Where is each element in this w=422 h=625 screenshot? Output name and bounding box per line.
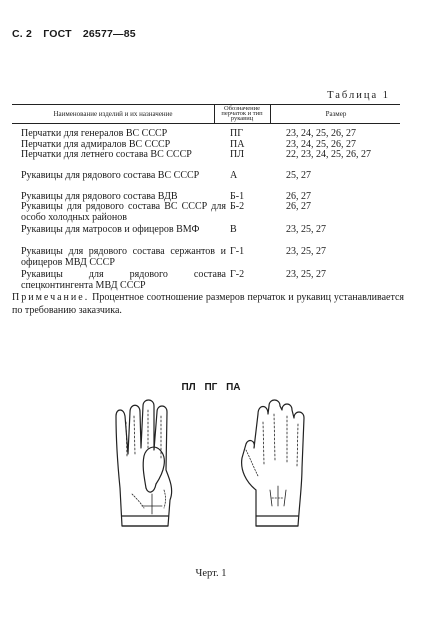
table-col-divider-2	[270, 104, 271, 123]
row-code: ПЛ	[230, 149, 245, 160]
row-code: В	[230, 224, 237, 235]
figure-code: ПА	[226, 382, 241, 393]
standard-number: 26577—85	[82, 28, 136, 40]
row-sizes: 23, 25, 27	[286, 269, 326, 280]
note-text: Процентное соотношение размеров перчаток и рукавиц устанавливается по требованию заказчика.	[12, 292, 405, 316]
table-header-rule	[12, 123, 400, 124]
row-name: Рукавицы для рядового состава ВС СССР для особо холодных районов	[21, 201, 226, 223]
row-code: ПА	[230, 139, 245, 150]
page-number: С. 2	[12, 28, 33, 40]
row-name: Рукавицы для рядового состава сержантов и офицеров МВД СССР	[21, 246, 226, 268]
row-name: Перчатки для генералов ВС СССР	[21, 128, 168, 139]
col-header-name: Наименование изделий и их назначение	[53, 110, 173, 118]
figure-code: ПГ	[204, 382, 218, 393]
row-sizes: 23, 25, 27	[286, 246, 326, 257]
table-col-divider-1	[214, 104, 215, 123]
row-sizes: 23, 24, 25, 26, 27	[286, 128, 356, 139]
row-name: Рукавицы для рядового состава ВДВ	[21, 191, 178, 202]
row-code: Г-1	[230, 246, 245, 257]
row-sizes: 22, 23, 24, 25, 26, 27	[286, 149, 371, 160]
table-note	[12, 292, 404, 317]
table-top-rule	[12, 104, 400, 105]
standard-label: ГОСТ	[43, 28, 72, 40]
glove-drawing-palm	[236, 398, 318, 538]
col-header-size: Размер	[325, 110, 347, 118]
row-name: Рукавицы для матросов и офицеров ВМФ	[21, 224, 200, 235]
page-header	[12, 28, 144, 40]
row-sizes: 25, 27	[286, 170, 311, 181]
row-code: ПГ	[230, 128, 244, 139]
figure-code: ПЛ	[181, 382, 196, 393]
row-sizes: 23, 25, 27	[286, 224, 326, 235]
row-sizes: 26, 27	[286, 201, 311, 212]
figure-codes	[0, 382, 422, 393]
col-header-code: Обозначение перчаток и тип рукавиц	[221, 105, 263, 122]
table-caption: Таблица 1	[327, 90, 390, 101]
row-code: Б-2	[230, 201, 245, 212]
row-name: Перчатки для летнего состава ВС СССР	[21, 149, 192, 160]
row-sizes: 26, 27	[286, 191, 311, 202]
row-name: Перчатки для адмиралов ВС СССР	[21, 139, 171, 150]
row-code: А	[230, 170, 238, 181]
row-sizes: 23, 24, 25, 26, 27	[286, 139, 356, 150]
row-name: Рукавицы для рядового состава ВС СССР	[21, 170, 200, 181]
row-code: Г-2	[230, 269, 245, 280]
glove-drawing-back	[108, 398, 190, 538]
row-name: Рукавицы для рядового состава спецконтингента МВД СССР	[21, 269, 226, 291]
note-label: Примечание.	[12, 292, 90, 303]
figure-caption: Черт. 1	[195, 568, 227, 579]
row-code: Б-1	[230, 191, 245, 202]
